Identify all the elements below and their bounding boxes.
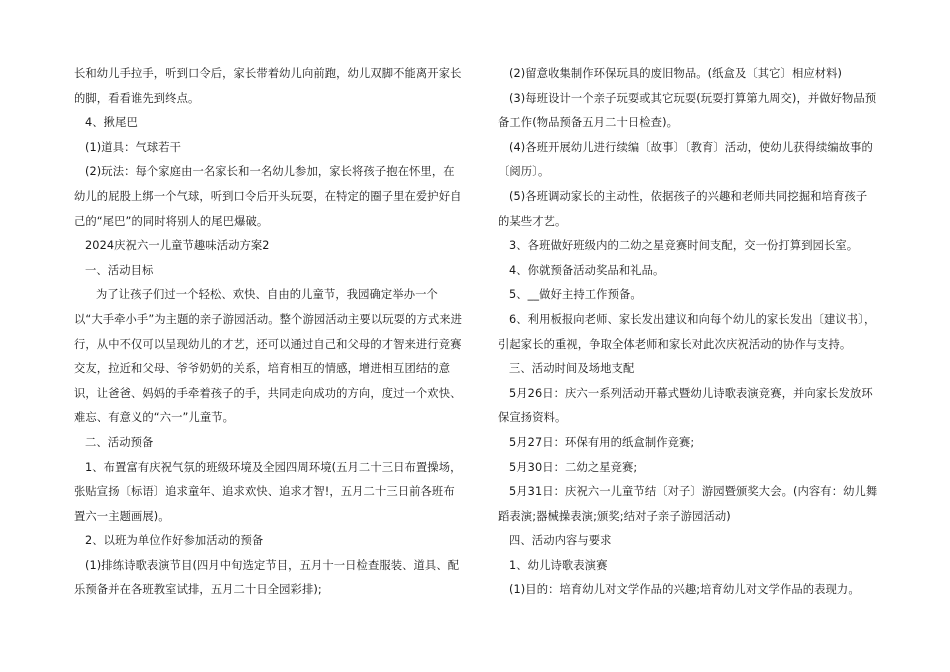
paragraph: 6、利用板报向老师、家长发出建议和向每个幼儿的家长发出〔建议书〕，引起家长的重视，争取全体老师和家长对此次庆祝活动的协作与支持。 xyxy=(498,312,876,351)
paragraph: 5月31日：庆祝六一儿童节结〔对子〕游园暨颁奖大会。(内容有：幼儿舞蹈表演;器械操表演;颁奖;结对子亲子游园活动) xyxy=(498,485,878,523)
paragraph: 5月26日：庆六一系列活动开幕式暨幼儿诗歌表演竞赛，并向家长发放环保宣扬资料。 xyxy=(498,386,873,425)
left-column xyxy=(74,62,464,603)
paragraph: 5、__做好主持工作预备。 xyxy=(509,288,642,302)
paragraph: 1、布置富有庆祝气氛的班级环境及全园四周环境(五月二十三日布置操场，张贴宣扬〔标语〕追求童年、追求欢快、追求才智!，五月二十三日前各班布置六一主题画展)。 xyxy=(74,460,462,523)
section-heading: 四、活动内容与要求 xyxy=(509,534,612,548)
section-heading: 4、揪尾巴 xyxy=(85,116,138,130)
paragraph: (1)排练诗歌表演节目(四月中旬选定节目，五月十一日检查服装、道具、配乐预备并在各班教室试排，五月二十日全园彩排); xyxy=(74,558,460,597)
section-heading: 一、活动目标 xyxy=(85,263,154,277)
paragraph: (1)目的：培育幼儿对文学作品的兴趣;培育幼儿对文学作品的表现力。 xyxy=(509,583,860,597)
paragraph: 长和幼儿手拉手，听到口令后，家长带着幼儿向前跑，幼儿双脚不能离开家长的脚，看看谁先到终点。 xyxy=(74,67,462,105)
paragraph: (5)各班调动家长的主动性，依据孩子的兴趣和老师共同挖掘和培育孩子的某些才艺。 xyxy=(498,189,868,228)
document-title: 2024庆祝六一儿童节趣味活动方案2 xyxy=(85,239,270,253)
paragraph: 5月27日：环保有用的纸盒制作竞赛; xyxy=(509,435,695,449)
section-heading: 2、以班为单位作好参加活动的预备 xyxy=(85,534,264,548)
paragraph: 5月30日：二幼之星竞赛; xyxy=(509,460,638,474)
paragraph: 4、你就预备活动奖品和礼品。 xyxy=(509,263,665,277)
paragraph: (3)每班设计一个亲子玩耍或其它玩耍(玩耍打算第九周交)，并做好物品预备工作(物品预备五月二十日检查)。 xyxy=(498,91,877,130)
section-heading: 1、幼儿诗歌表演赛 xyxy=(509,558,608,572)
paragraph: 3、各班做好班级内的二幼之星竞赛时间支配，交一份打算到园长室。 xyxy=(509,239,859,253)
paragraph: (1)道具：气球若干 xyxy=(85,140,182,154)
paragraph: 为了让孩子们过一个轻松、欢快、自由的儿童节，我园确定举办一个以“大手牵小手”为主题的亲子游园活动。整个游园活动主要以玩耍的方式来进行，从中不仅可以呈现幼儿的才艺，还可以通过自己和父母的才智来进行竞赛交友，拉近和父母、爷爷奶奶的关系，培育相互的情感，增进相互团结的意识，让爸爸、妈妈的手牵着孩子的手，共同走向成功的方向，度过一个欢快、难忘、有意义的“六一”儿童节。 xyxy=(74,288,463,425)
right-column xyxy=(498,62,878,603)
paragraph: (2)玩法：每个家庭由一名家长和一名幼儿参加，家长将孩子抱在怀里，在幼儿的屁股上绑一个气球，听到口令后开头玩耍，在特定的圈子里在爱护好自己的“尾巴”的同时将别人的尾巴爆破。 xyxy=(74,165,462,228)
section-heading: 二、活动预备 xyxy=(85,435,154,449)
paragraph: (4)各班开展幼儿进行续编〔故事〕〔教育〕活动，使幼儿获得续编故事的〔阅历〕。 xyxy=(498,140,873,179)
section-heading: 三、活动时间及场地支配 xyxy=(509,362,635,376)
paragraph: (2)留意收集制作环保玩具的废旧物品。(纸盒及〔其它〕相应材料) xyxy=(509,67,843,80)
